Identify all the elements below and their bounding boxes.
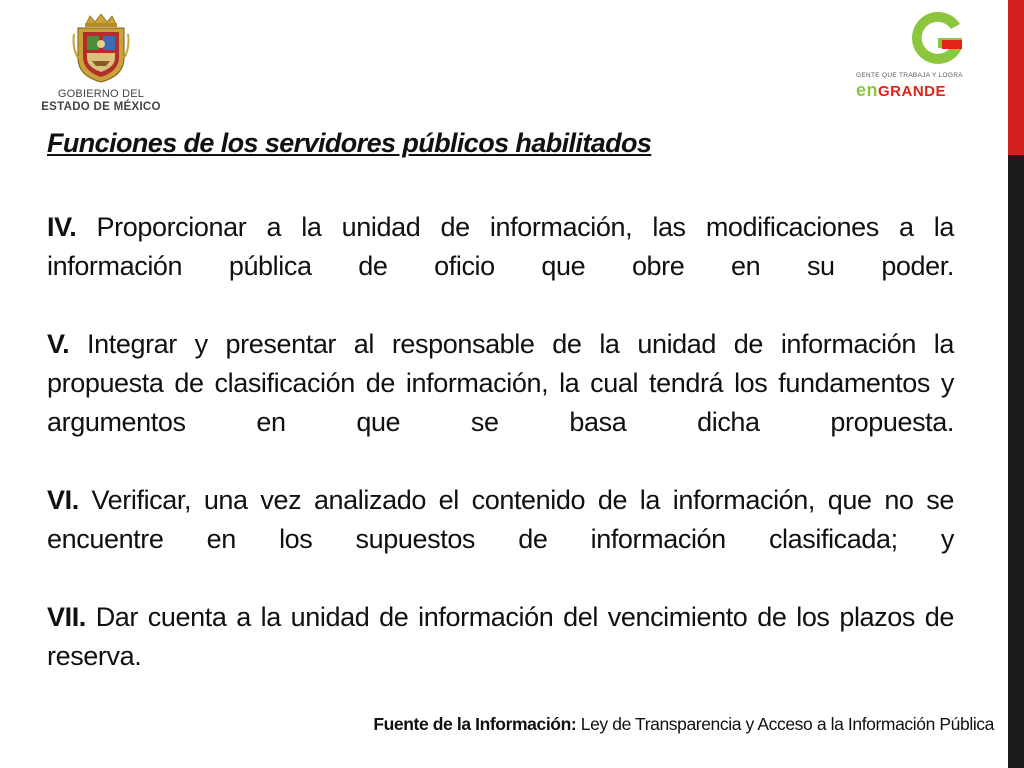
functions-list <box>47 208 954 715</box>
function-text: Integrar y presentar al responsable de la unidad de información la propuesta de clasificación de información, la cual tendrá los fundamentos y argumentos en que se basa dicha propuesta. <box>47 329 954 437</box>
engrande-en: en <box>856 80 879 100</box>
gobierno-logo-line2: ESTADO DE MÉXICO <box>41 101 161 113</box>
edge-bar-red <box>1008 0 1024 155</box>
gobierno-logo <box>38 14 164 118</box>
edge-bar-black <box>1008 155 1024 768</box>
function-numeral: IV. <box>47 212 77 242</box>
engrande-wordmark <box>856 80 946 101</box>
function-text: Proporcionar a la unidad de información, las modificaciones a la información pública de oficio que obre en su poder. <box>47 212 954 281</box>
g-letter-icon <box>904 8 968 70</box>
function-item <box>47 481 954 559</box>
function-text: Dar cuenta a la unidad de información del vencimiento de los plazos de reserva. <box>47 602 954 671</box>
function-item <box>47 208 954 286</box>
function-numeral: VI. <box>47 485 79 515</box>
engrande-tagline: GENTE QUE TRABAJA Y LOGRA <box>856 72 963 79</box>
source-label: Fuente de la Información: <box>373 714 577 734</box>
engrande-logo <box>854 8 972 100</box>
source-text: Ley de Transparencia y Acceso a la Información Pública <box>576 714 994 734</box>
function-text: Verificar, una vez analizado el contenido de la información, que no se encuentre en los supuestos de información clasificada; y <box>47 485 954 554</box>
coat-of-arms-icon <box>72 14 130 84</box>
page-title: Funciones de los servidores públicos habilitados <box>47 128 652 158</box>
function-item <box>47 325 954 442</box>
function-numeral: VII. <box>47 602 86 632</box>
source-footer <box>373 714 994 735</box>
function-numeral: V. <box>47 329 70 359</box>
function-item <box>47 598 954 676</box>
gobierno-logo-line1: GOBIERNO DEL <box>57 88 145 100</box>
engrande-grande: GRANDE <box>878 83 947 100</box>
